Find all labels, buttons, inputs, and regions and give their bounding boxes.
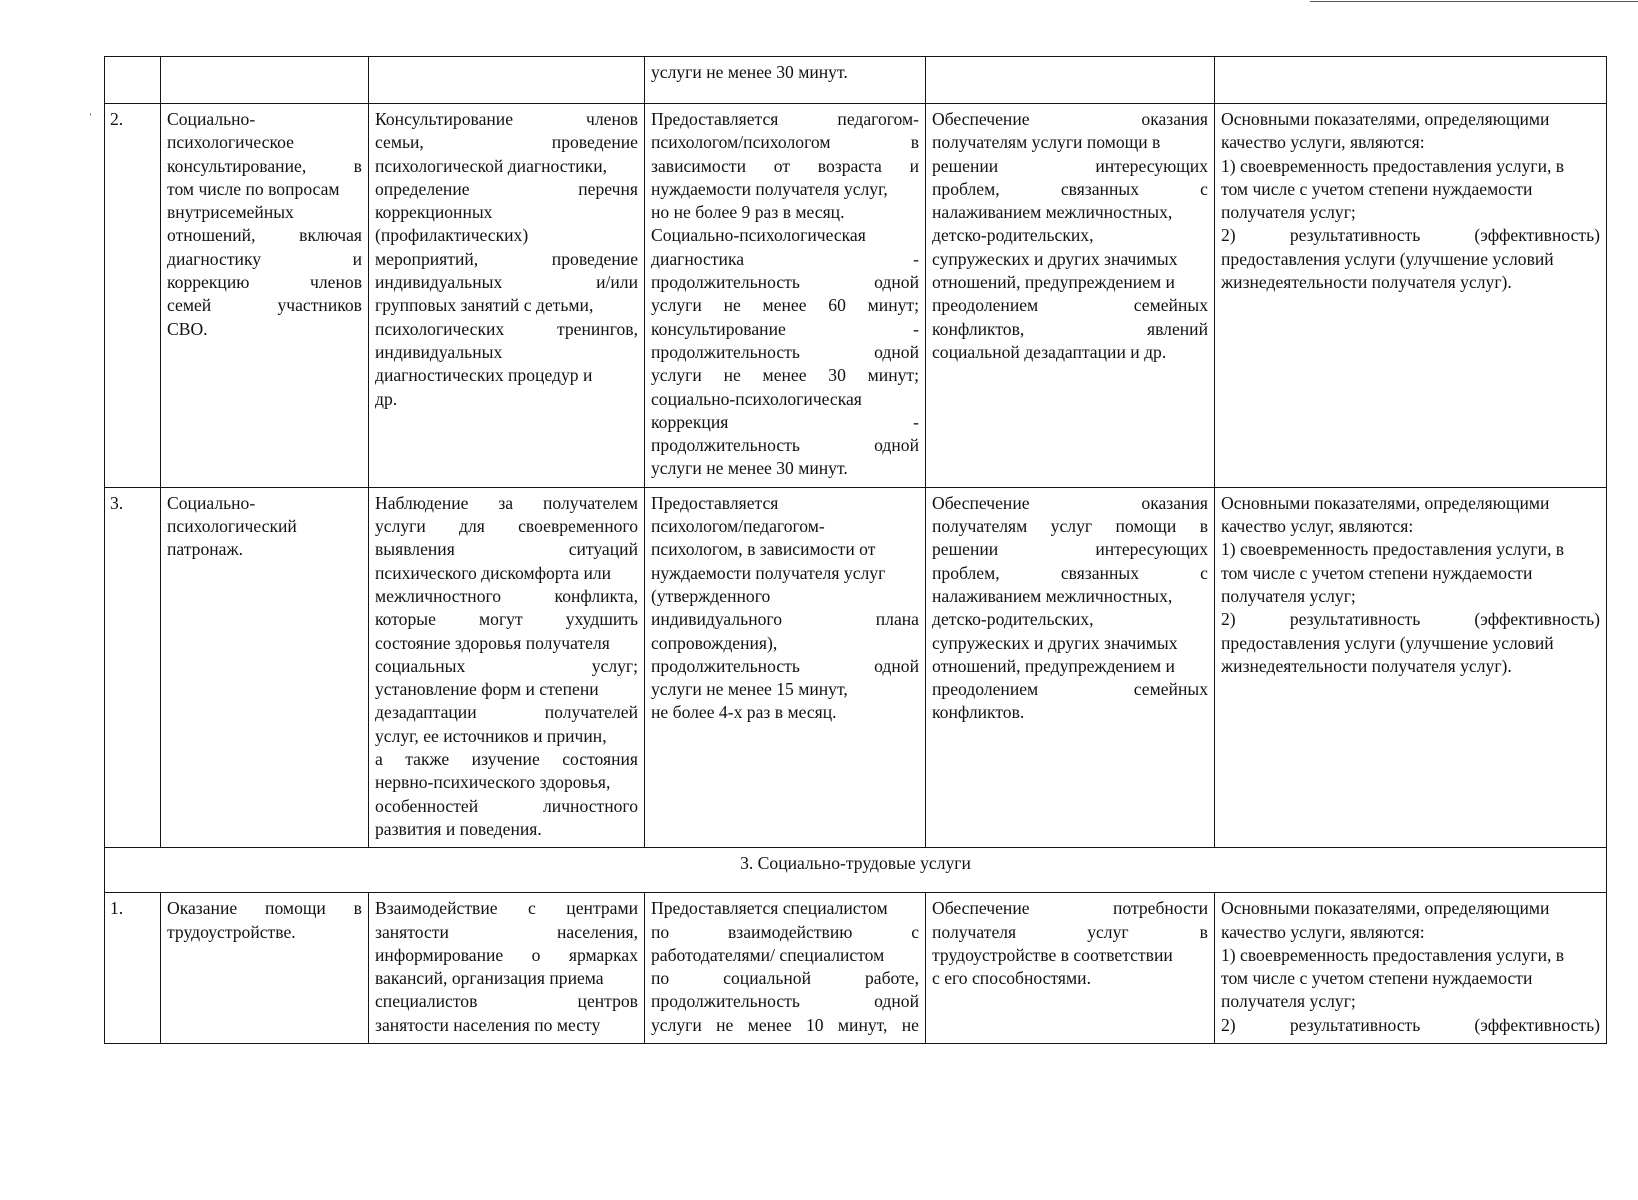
cell-line: Взаимодействие с центрами	[375, 898, 638, 919]
cell-line: 1) своевременность предоставления услуги, в	[1221, 539, 1565, 560]
cell-line: конфликтов.	[932, 702, 1025, 723]
cell-line: особенностей личностного	[375, 795, 638, 816]
cell-service	[161, 487, 369, 847]
cell-line: Обеспечение потребности	[932, 898, 1208, 919]
cell-line: коррекция -	[651, 411, 919, 432]
cell-line: получателя услуг;	[1221, 991, 1356, 1012]
cell-line: услуги не менее 30 минут.	[651, 458, 848, 479]
cell-line: психологический	[167, 516, 297, 537]
cell-line: конфликтов, явлений	[932, 318, 1208, 339]
cell-line: установление форм и степени	[375, 679, 599, 700]
cell-line: не более 4-х раз в месяц.	[651, 702, 837, 723]
cell-line: консультирование -	[651, 318, 919, 339]
cell-line: услуги не менее 10 минут, не	[651, 1014, 919, 1035]
cell-line: которые могут ухудшить	[375, 609, 638, 630]
cell-service	[161, 57, 369, 104]
cell-line: нуждаемости получателя услуг,	[651, 178, 888, 199]
cell-line: коррекцию членов	[167, 272, 362, 293]
services-table	[104, 56, 1607, 1044]
cell-line: с его способностями.	[932, 968, 1091, 989]
cell-result	[926, 487, 1215, 847]
cell-line: супружеских и других значимых	[932, 632, 1178, 653]
cell-line: трудоустройстве в соответствии	[932, 944, 1173, 965]
cell-line: социальной дезадаптации и др.	[932, 341, 1167, 362]
cell-line: групповых занятий с детьми,	[375, 295, 594, 316]
cell-line: Предоставляется педагогом-	[651, 109, 919, 129]
cell-line: специалистов центров	[375, 991, 638, 1012]
cell-line: получателям услуг помощи в	[932, 516, 1208, 537]
cell-line: отношений, предупреждением и	[932, 655, 1175, 676]
cell-line: социальных услуг;	[375, 655, 638, 676]
cell-line: отношений, предупреждением и	[932, 272, 1175, 293]
cell-service	[161, 104, 369, 488]
cell-line: занятости населения по месту	[375, 1014, 601, 1035]
table-row-2	[105, 104, 1607, 488]
cell-line: по взаимодействию с	[651, 921, 919, 942]
cell-line: Основными показателями, определяющими	[1221, 898, 1550, 919]
margin-mark: ˈ	[88, 112, 93, 127]
cell-line: психологических тренингов,	[375, 318, 638, 339]
cell-line: 1) своевременность предоставления услуги, в	[1221, 155, 1565, 176]
cell-line: психологическое	[167, 132, 294, 153]
cell-line: трудоустройстве.	[167, 921, 296, 942]
cell-line: Социально-	[167, 109, 256, 129]
cell-procedure	[645, 487, 926, 847]
cell-line: Наблюдение за получателем	[375, 492, 638, 513]
cell-line: продолжительность одной	[651, 341, 919, 362]
cell-line: индивидуального плана	[651, 609, 919, 630]
section-heading: 3. Социально-трудовые услуги	[105, 848, 1607, 893]
cell-line: предоставления услуги (улучшение условий	[1221, 632, 1554, 653]
cell-line: сопровождения),	[651, 632, 778, 653]
cell-line: продолжительность одной	[651, 991, 919, 1012]
cell-procedure: услуги не менее 30 минут.	[645, 57, 926, 104]
cell-line: Консультирование членов	[375, 109, 638, 129]
cell-line: вакансий, организация приема	[375, 968, 604, 989]
table-row-3	[105, 487, 1607, 847]
cell-quality	[1215, 104, 1607, 488]
cell-line: определение перечня	[375, 178, 638, 199]
cell-line: зависимости от возраста и	[651, 155, 919, 176]
cell-line: получателям услуги помощи в	[932, 132, 1161, 153]
cell-line: услуги для своевременного	[375, 516, 638, 537]
cell-content	[369, 104, 645, 488]
cell-line: нуждаемости получателя услуг	[651, 562, 886, 583]
cell-line: информирование о ярмарках	[375, 944, 638, 965]
cell-line: получателя услуг;	[1221, 202, 1356, 223]
cell-line: СВО.	[167, 318, 208, 339]
cell-line: психологом/психологом в	[651, 132, 919, 153]
cell-num: 2.	[105, 104, 161, 488]
cell-line: развития и поведения.	[375, 818, 542, 839]
top-edge-line	[1310, 1, 1638, 2]
cell-quality	[1215, 893, 1607, 1044]
cell-line: Социально-	[167, 492, 256, 513]
cell-line: 2) результативность (эффективность)	[1221, 1014, 1600, 1035]
cell-line: Основными показателями, определяющими	[1221, 492, 1550, 513]
cell-line: психологической диагностики,	[375, 155, 608, 176]
cell-line: предоставления услуги (улучшение условий	[1221, 248, 1554, 269]
cell-result	[926, 893, 1215, 1044]
cell-line: Оказание помощи в	[167, 898, 362, 919]
cell-quality	[1215, 487, 1607, 847]
cell-line: индивидуальных	[375, 341, 503, 362]
cell-line: 1) своевременность предоставления услуги, в	[1221, 944, 1565, 965]
cell-line: услуги не менее 30 минут;	[651, 365, 919, 386]
cell-quality	[1215, 57, 1607, 104]
cell-line: налаживанием межличностных,	[932, 202, 1173, 223]
cell-line: продолжительность одной	[651, 435, 919, 456]
cell-line: качество услуг, являются:	[1221, 516, 1414, 537]
cell-line: Обеспечение оказания	[932, 109, 1208, 129]
cell-line: качество услуги, являются:	[1221, 132, 1425, 153]
cell-line: том числе с учетом степени нуждаемости	[1221, 562, 1533, 583]
cell-line: диагностических процедур и	[375, 365, 593, 386]
cell-line: состояние здоровья получателя	[375, 632, 610, 653]
cell-line: жизнедеятельности получателя услуг).	[1221, 655, 1512, 676]
section-heading-row	[105, 848, 1607, 893]
cell-line: качество услуги, являются:	[1221, 921, 1425, 942]
cell-line: 2) результативность (эффективность)	[1221, 609, 1600, 630]
cell-line: нервно-психического здоровья,	[375, 772, 611, 793]
cell-line: индивидуальных и/или	[375, 272, 638, 293]
cell-line: диагностика -	[651, 248, 919, 269]
cell-content	[369, 893, 645, 1044]
cell-line: Предоставляется специалистом	[651, 898, 888, 919]
cell-line: занятости населения,	[375, 921, 638, 942]
cell-service	[161, 893, 369, 1044]
cell-result	[926, 104, 1215, 488]
cell-line: но не более 9 раз в месяц.	[651, 202, 845, 223]
cell-content	[369, 57, 645, 104]
cell-result	[926, 57, 1215, 104]
cell-procedure	[645, 104, 926, 488]
cell-line: отношений, включая	[167, 225, 362, 246]
cell-line: жизнедеятельности получателя услуг).	[1221, 272, 1512, 293]
cell-line: семьи, проведение	[375, 132, 638, 153]
cell-line: выявления ситуаций	[375, 539, 638, 560]
cell-line: услуги не менее 60 минут;	[651, 295, 919, 316]
cell-line: межличностного конфликта,	[375, 585, 638, 606]
cell-line: консультирование, в	[167, 155, 362, 176]
cell-line: получателя услуг;	[1221, 585, 1356, 606]
cell-line: (утвержденного	[651, 585, 771, 606]
cell-line: проблем, связанных с	[932, 562, 1208, 583]
cell-line: услуги не менее 15 минут,	[651, 679, 848, 700]
cell-line: 2) результативность (эффективность)	[1221, 225, 1600, 246]
cell-line: получателя услуг в	[932, 921, 1208, 942]
cell-line: решении интересующих	[932, 539, 1208, 560]
cell-line: том числе с учетом степени нуждаемости	[1221, 968, 1533, 989]
cell-line: а также изучение состояния	[375, 749, 638, 770]
cell-line: том числе по вопросам	[167, 178, 340, 199]
table-row-continuation	[105, 57, 1607, 104]
cell-line: др.	[375, 388, 398, 409]
cell-line: продолжительность одной	[651, 655, 919, 676]
cell-content	[369, 487, 645, 847]
cell-line: проблем, связанных с	[932, 178, 1208, 199]
cell-line: детско-родительских,	[932, 609, 1094, 630]
cell-line: коррекционных	[375, 202, 493, 223]
cell-num	[105, 57, 161, 104]
cell-num: 3.	[105, 487, 161, 847]
cell-line: продолжительность одной	[651, 272, 919, 293]
cell-line: преодолением семейных	[932, 679, 1208, 700]
cell-line: внутрисемейных	[167, 202, 294, 223]
cell-procedure	[645, 893, 926, 1044]
cell-line: том числе с учетом степени нуждаемости	[1221, 178, 1533, 199]
cell-line: патронаж.	[167, 539, 244, 560]
cell-line: услуг, ее источников и причин,	[375, 725, 607, 746]
cell-line: семей участников	[167, 295, 362, 316]
cell-line: психологом/педагогом-	[651, 516, 825, 537]
cell-line: социально-психологическая	[651, 388, 862, 409]
cell-line: психологом, в зависимости от	[651, 539, 876, 560]
cell-num: 1.	[105, 893, 161, 1044]
cell-line: Обеспечение оказания	[932, 492, 1208, 513]
cell-line: Социально-психологическая	[651, 225, 866, 246]
cell-line: налаживанием межличностных,	[932, 585, 1173, 606]
cell-line: супружеских и других значимых	[932, 248, 1178, 269]
table-row-section-1	[105, 893, 1607, 1044]
cell-line: (профилактических)	[375, 225, 529, 246]
cell-line: преодолением семейных	[932, 295, 1208, 316]
cell-line: психического дискомфорта или	[375, 562, 612, 583]
cell-line: дезадаптации получателей	[375, 702, 638, 723]
cell-line: по социальной работе,	[651, 968, 919, 989]
cell-line: мероприятий, проведение	[375, 248, 638, 269]
cell-line: работодателями/ специалистом	[651, 944, 885, 965]
cell-line: диагностику и	[167, 248, 362, 269]
cell-line: детско-родительских,	[932, 225, 1094, 246]
cell-line: решении интересующих	[932, 155, 1208, 176]
cell-line: Основными показателями, определяющими	[1221, 109, 1550, 129]
cell-line: Предоставляется	[651, 492, 779, 513]
